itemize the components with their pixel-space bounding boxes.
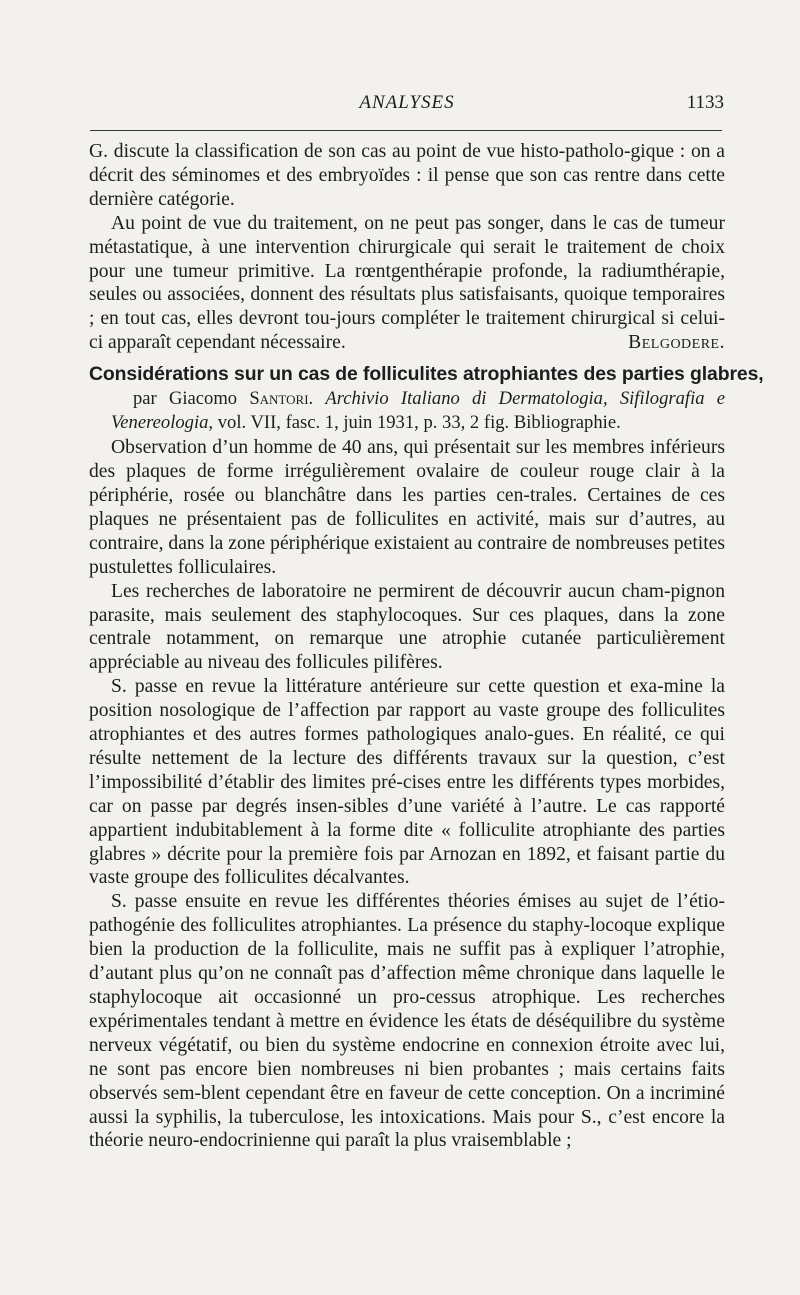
body-text <box>89 140 764 1153</box>
running-title: ANALYSES <box>359 92 455 113</box>
article-paragraph-3: S. passe en revue la littérature antérieure sur cette question et exa-mine la position nosologique de l’affection par rapport au vaste groupe des folliculites atrophiantes et des autres formes pathologiques analo-gues. En réalité, ce qui résulte nettement de la lecture des différents travaux sur la question, c’est l’impossibilité d’établir des limites pré-cises entre les différents types morbides, car on passe par degrés insen-sibles d’une variété à l’autre. Le cas rapporté appartient indubitablement à la forme dite « folliculite atrophiante des parties glabres » décrite pour la première fois par Arnozan en 1892, et faisant partie du vaste groupe des folliculites décalvantes. <box>89 676 725 889</box>
page-header <box>90 92 724 122</box>
article-title: Considérations sur un cas de folliculites atrophiantes des parties glabres, <box>89 363 764 386</box>
article-citation <box>89 387 725 434</box>
article-paragraph-4: S. passe ensuite en revue les différentes théories émises au sujet de l’étio-pathogénie des folliculites atrophiantes. La présence du staphy-locoque explique bien la production de la folliculite, mais ne suffit pas à expliquer l’atrophie, d’autant plus qu’on ne connaît pas d’affection même chronique dans laquelle le staphylocoque ait occasionné un pro-cessus atrophique. Les recherches expérimentales tendant à mettre en évidence les états de déséquilibre du système nerveux végétatif, ou bien du système endocrine en connexion étroite avec lui, ne sont pas encore bien nombreuses ni bien probantes ; mais certains faits observés sem-blent cependant être en faveur de cette conception. On a incriminé aussi la syphilis, la tuberculose, les intoxications. Mais pour S., c’est encore la théorie neuro-endocrinienne qui paraît la plus vraisemblable ; <box>89 891 725 1152</box>
intro-paragraph-2 <box>89 212 725 355</box>
citation-journal: Archivio Italiano di Dermatologia, Sifilografia e Venereologia, <box>111 388 725 433</box>
page-number: 1133 <box>686 92 724 113</box>
citation-author: Santori. <box>249 388 314 410</box>
citation-par: par Giacomo <box>133 388 238 410</box>
signature: Belgodere. <box>628 332 725 354</box>
article-paragraph-2: Les recherches de laboratoire ne permirent de découvrir aucun cham-pignon parasite, mais seulement des staphylocoques. Sur ces plaques, dans la zone centrale notamment, on remarque une atrophie cutanée particulièrement appréciable au niveau des follicules pilifères. <box>89 580 725 674</box>
article-paragraph-1: Observation d’un homme de 40 ans, qui présentait sur les membres inférieurs des plaques de forme irrégulièrement ovalaire de couleur rouge clair à la périphérie, rosée ou blanchâtre dans les parties cen-trales. Certaines de ces plaques ne présentaient pas de folliculites en activité, mais sur d’autres, au contraire, dans la zone périphérique existaient au contraire de nombreuses petites pustulettes folliculaires. <box>89 437 725 578</box>
header-rule <box>90 130 722 131</box>
citation-details: vol. VII, fasc. 1, juin 1931, p. 33, 2 fig. Bibliographie. <box>217 411 621 433</box>
intro-paragraph-1: G. discute la classification de son cas au point de vue histo-patholo-gique : on a décrit des séminomes et des embryoïdes : il pense que son cas rentre dans cette dernière catégorie. <box>89 141 725 210</box>
intro-paragraph-2-text: Au point de vue du traitement, on ne peut pas songer, dans le cas de tumeur métastatique, à une intervention chirurgicale qui serait le traitement de choix pour une tumeur primitive. La rœntgenthérapie profonde, la radiumthérapie, seules ou associées, donnent des résultats plus satisfaisants, quoique temporaires ; en tout cas, elles devront tou-jours compléter le traitement chirurgical si celui-ci apparaît cependant nécessaire. <box>89 212 725 354</box>
